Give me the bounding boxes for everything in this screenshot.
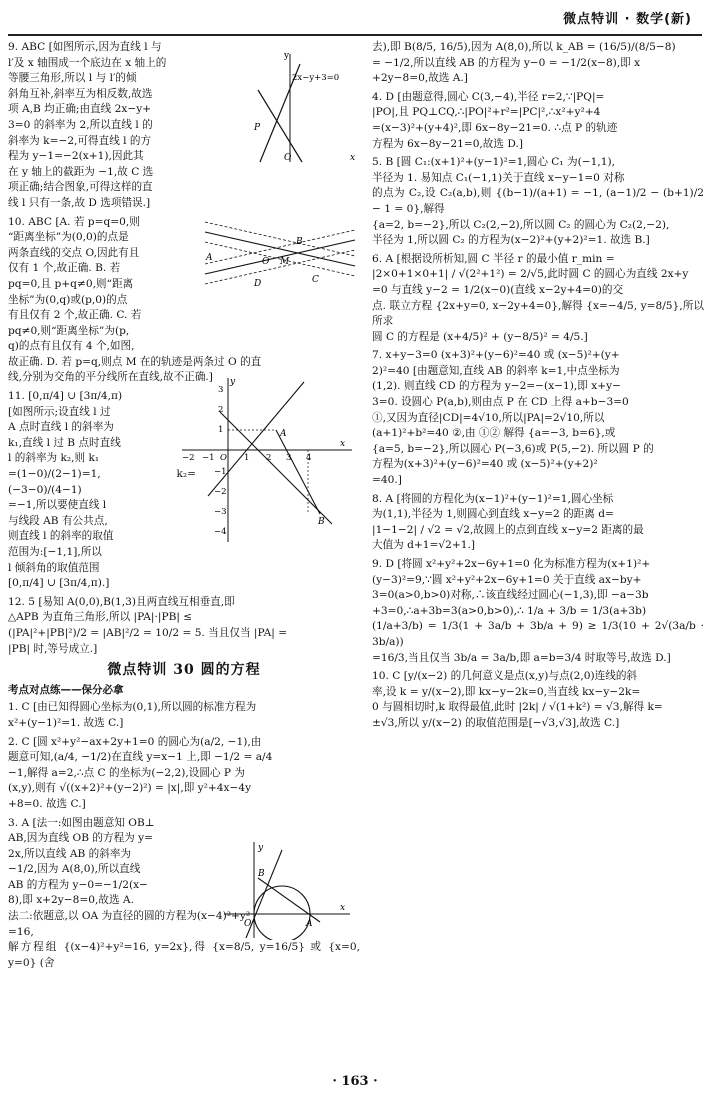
section-subtitle: 考点对点练——保分必拿 [8, 683, 124, 696]
fig3-label-y: y [258, 843, 264, 853]
fig11-tick-x1: 1 [244, 453, 250, 463]
fig3-label-o: O [244, 919, 252, 929]
fig3-label-x: x [340, 903, 346, 913]
answer-s30-1: 1. C [由已知得圆心坐标为(0,1),所以圆的标准方程为 x²+(y−1)²=1. 故选 C.] [8, 701, 257, 729]
answer-s30-7: 7. x+y−3=0 (x+3)²+(y−6)²=40 或 (x−5)²+(y+ 2)²=40 [由题意知,直线 AB 的斜率 k=1,中点坐标为 (1,2). 则直线 CD 的方程为 y−2=−(x−1),即 x+y− 3=0. 设圆心 P(a,b),则由点 P 在 CD 上得 a+b−3=0 ①,又因为直径|CD|=4√10,所以|PA|=2√10,所以 (a+1)²+b²=40 ②,由 ①② 解得 {a=−3, b=6},或 {a=5, b=−2},所以圆心 P(−3,6)或 P(5,−2). 所以圆 P 的 方程为(x+3)²+(y−6)²=40 或 (x−5)²+(y+2)² =40.] [372, 349, 654, 487]
fig11-tick-xm2: −2 [182, 453, 195, 463]
fig9-label-p: P [254, 123, 261, 133]
line-ob [246, 850, 282, 938]
header-rule [8, 34, 702, 36]
fig11-tick-xm1: −1 [202, 453, 215, 463]
fig11-tick-y1: 1 [218, 425, 224, 435]
fig10-label-a: A [206, 253, 213, 263]
fig9-label-y: y [284, 51, 290, 61]
line-slope-neg-one [220, 412, 332, 524]
fig10-label-b: B [296, 237, 303, 247]
dashed-one [205, 222, 355, 256]
fig11-label-x: x [340, 439, 346, 449]
answer-s30-8: 8. A [将圆的方程化为(x−1)²+(y−1)²=1,圆心坐标 为(1,1),半径为 1,则圆心到直线 x−y=2 的距离 d= |1−1−2| / √2 = √2,故圆上的点到直线 x−y=2 距离的最 大值为 d+1=√2+1.] [372, 492, 644, 552]
fig9-label-x: x [350, 153, 356, 163]
fig10-label-m: M [280, 257, 290, 267]
answer-9: 9. ABC [如图所示,因为直线 l 与 l′及 x 轴围成一个底边在 x 轴上的 等腰三角形,所以 l 与 l′的倾 斜角互补,斜率互为相反数,故选 项 A,B 均正确;由直线 2x−y+ 3=0 的斜率为 2,所以直线 l 的 斜率为 k=−2,可得直线 l 的方 程为 y−1=−2(x+1),因此其 在 y 轴上的截距为 −1,故 C 选 项正确;结合图象,可得这样的直 线 l 只有一条,故 D 选项错误.] [8, 41, 167, 209]
figure-q11 [180, 374, 355, 544]
page-header [0, 0, 710, 34]
fig11-tick-y2: 2 [218, 405, 224, 415]
header-title: 微点特训 · 数学(新) [563, 12, 692, 27]
figure-q10 [200, 214, 360, 306]
fig9-label-o: O [284, 153, 292, 163]
answer-s30-5: 5. B [圆 C₁:(x+1)²+(y−1)²=1,圆心 C₁ 为(−1,1), 半径为 1. 易知点 C₁(−1,1)关于直线 x−y−1=0 对称 的点为 C₂,设 C₂(a,b),则 {(b−1)/(a+1) = −1, (a−1)/2 − (b+1)/2 − 1 = 0},解得 {a=2, b=−2},所以 C₂(2,−2),所以圆 C₂ 的圆心为 C₂(2,−2), 半径为 1,所以圆 C₂ 的方程为(x−2)²+(y+2)²=1. 故选 B.] [372, 156, 704, 247]
fig10-label-c: C [312, 275, 319, 285]
answer-s30-3: 3. A [法一:如图由题意知 OB⊥ AB,因为直线 OB 的方程为 y= 2x,所以直线 AB 的斜率为 −1/2,因为 A(8,0),所以直线 AB 的方程为 y−0=−1/2(x− 8),即 x+2y−8=0,故选 A. 法二:依题意,以 OA 为直径的圆的方程为(x−4)²+y² =16, 解方程组 {(x−4)²+y²=16, y=2x},得 {x=8/5, y=16/5} 或 {x=0, y=0} (舍 [8, 816, 360, 969]
answer-s30-9: 9. D [将圆 x²+y²+2x−6y+1=0 化为标准方程为(x+1)²+ (y−3)²=9,∵圆 x²+y²+2x−6y+1=0 关于直线 ax−by+ 3=0(a>0,b>0)对称,∴该直线经过圆心(−1,3),即 −a−3b +3=0,∴a+3b=3(a>0,b>0),∴ 1/a + 3/b = 1/3(a+3b) (1/a+3/b) = 1/3(1 + 3a/b + 3b/a + 9) ≥ 1/3(10 + 2√(3a/b · 3b/a)) =16/3,当且仅当 3b/a = 3a/b,即 a=b=3/4 时取等号,故选 D.] [372, 558, 704, 664]
dashed-four [205, 250, 355, 284]
segment-ab [276, 430, 320, 514]
fig11-tick-y3: 3 [218, 385, 224, 395]
fig3-label-a: A [306, 919, 313, 929]
answer-s30-2: 2. C [圆 x²+y²−ax+2y+1=0 的圆心为(a/2, −1),由 题意可知,(a/4, −1/2)在直线 y=x−1 上,即 −1/2 = a/4 −1,解得 a=2,∴点 C 的坐标为(−2,2),设圆心 P 为 (x,y),则有 √((x+2)²+(y−2)²) = |x|,即 y²+4x−4y +8=0. 故选 C.] [8, 735, 273, 810]
fig10-label-o: O [262, 257, 270, 267]
answer-s30-4: 4. D [由题意得,圆心 C(3,−4),半径 r=2,∵|PQ|= |PO|,且 PQ⊥CQ,∴|PO|²+r²=|PC|²,∴x²+y²+4 =(x−3)²+(y+4)²,即 6x−8y−21=0. ∴点 P 的轨迹 方程为 6x−8y−21=0,故选 D.] [372, 90, 618, 150]
line-ab [258, 878, 320, 922]
figure-q9 [240, 44, 360, 164]
answer-s30-3-continued: 去),即 B(8/5, 16/5),因为 A(8,0),所以 k_AB = (16/5)/(8/5−8) = −1/2,所以直线 AB 的方程为 y−0 = −1/2(x−8),即 x +2y−8=0,故选 A.] [372, 41, 676, 85]
fig11-label-y: y [230, 377, 236, 387]
fig10-label-d: D [254, 279, 262, 289]
fig9-label-line: 2x−y+3=0 [292, 73, 340, 83]
answer-11: 11. [0,π/4] ∪ [3π/4,π) [如图所示;设直线 l 过 A 点时直线 l 的斜率为 k₁,直线 l 过 B 点时直线 l 的斜率为 k₂,则 k₁ =(1−0)/(2−1)=1, k₂=(−3−0)/(4−1) =−1,所以要使直线 l 与线段 AB 有公共点, 则直线 l 的斜率的取值 范围为:[−1,1],所以 l 倾斜角的取值范围 [0,π/4] ∪ [3π/4,π).] [8, 390, 196, 590]
answer-s30-10: 10. C [y/(x−2) 的几何意义是点(x,y)与点(2,0)连线的斜 率,设 k = y/(x−2),即 kx−y−2k=0,当直线 kx−y−2k= 0 与圆相切时,k 取得最值,此时 |2k| / √(1+k²) = √3,解得 k= ±√3,所以 y/(x−2) 的取值范围是[−√3,√3],故选 C.] [372, 670, 663, 729]
fig11-tick-ym2: −2 [214, 487, 227, 497]
fig11-tick-ym4: −4 [214, 527, 227, 537]
fig3-label-b: B [258, 869, 265, 879]
line-slope-one [208, 382, 304, 496]
fig11-tick-x4: 4 [306, 453, 312, 463]
section-title: 微点特训 30 圆的方程 [107, 662, 261, 679]
circle-oa [254, 886, 310, 940]
answer-s30-6: 6. A [根据设所析知,圆 C 半径 r 的最小值 r_min = |2×0+1×0+1| / √(2²+1²) = 2/√5,此时圆 C 的圆心为直线 2x+y =0 与直线 y−2 = 1/2(x−0)(直线 x−2y+4=0)的交 点. 联立方程 {2x+y=0, x−2y+4=0},解得 {x=−4/5, y=8/5},所以所求 圆 C 的方程是 (x+4/5)² + (y−8/5)² = 4/5.] [372, 252, 704, 343]
right-column [372, 40, 704, 735]
figure-s30-3 [222, 840, 352, 940]
page-number: · 163 · [332, 1074, 378, 1089]
answer-10: 10. ABC [A. 若 p=q=0,则 “距离坐标”为(0,0)的点是 两条直线的交点 O,因此有且 仅有 1 个,故正确. B. 若 pq=0,且 p+q≠0,则“距离 坐标”为(0,q)或(p,0)的点 有且仅有 2 个,故正确. C. 若 pq≠0,则“距离坐标”为(p, q)的点有且仅有 4 个,如图, 故正确. D. 若 p=q,则点 M 在的轨迹是两条过 O 的直 线,分别为交角的平分线所在直线,故不正确.] [8, 215, 262, 384]
fig11-label-o: O [220, 453, 227, 463]
fig11-tick-ym3: −3 [214, 507, 227, 517]
answer-12: 12. 5 [易知 A(0,0),B(1,3)且两直线互相垂直,即 △APB 为直角三角形,所以 |PA|·|PB| ≤ (|PA|²+|PB|²)/2 = |AB|²/2 = 10/2 = 5. 当且仅当 |PA| = |PB| 时,等号成立.] [8, 595, 288, 655]
fig11-tick-ym1: −1 [214, 467, 227, 477]
fig11-label-a: A [280, 429, 287, 439]
fig11-label-b: B [318, 517, 325, 527]
fig11-tick-x2: 2 [266, 453, 272, 463]
fig11-tick-x3: 3 [286, 453, 292, 463]
